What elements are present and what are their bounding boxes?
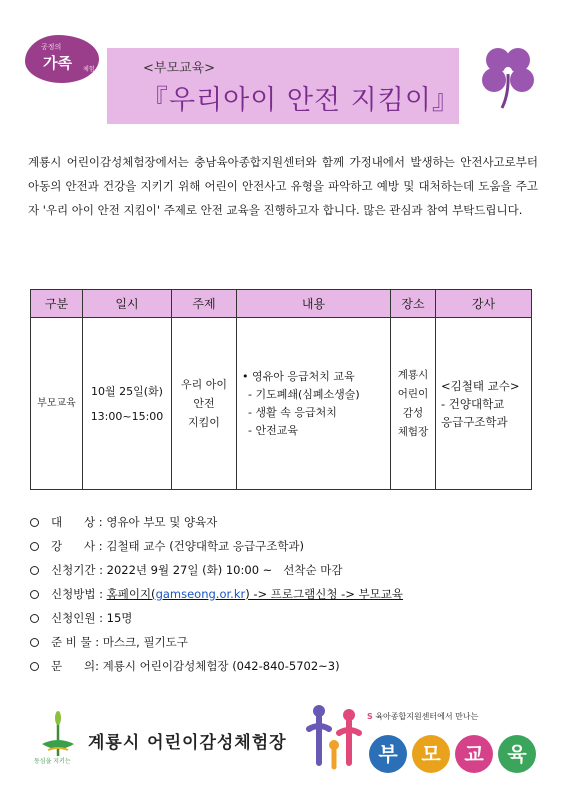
- circle-bullet-icon: [30, 662, 39, 671]
- info-period: 신청기간 : 2022년 9월 27일 (화) 10:00 ~ 선착순 마감: [51, 563, 343, 577]
- header-datetime: 일시: [83, 290, 172, 318]
- place-line-4: 체험장: [397, 425, 429, 438]
- char-circle: 교: [455, 735, 493, 773]
- center-logo: [30, 700, 290, 770]
- list-item: [30, 538, 403, 562]
- list-item: [30, 586, 403, 610]
- method-path-text: ) -> 프로그램신청 -> 부모교육: [245, 587, 403, 601]
- parent-education-word: [369, 735, 536, 773]
- circle-bullet-icon: [30, 638, 39, 647]
- content-title: • 영유아 응급처치 교육: [242, 369, 355, 383]
- char-circle: 육: [498, 735, 536, 773]
- center-name: 계룡시 어린이감성체험장: [88, 733, 287, 753]
- header-lecturer: 강사: [436, 290, 532, 318]
- circle-bullet-icon: [30, 590, 39, 599]
- header-topic: 주제: [172, 290, 237, 318]
- place-line-3: 감성: [402, 406, 424, 419]
- content-item: - 기도폐쇄(심폐소생술): [248, 387, 360, 401]
- time-text: 13:00~15:00: [90, 409, 164, 423]
- cell-category: [31, 318, 83, 490]
- logo-small-text: 공정의: [41, 43, 62, 51]
- page-title: 『우리아이 안전 지킴이』: [141, 85, 460, 116]
- circle-bullet-icon: [30, 518, 39, 527]
- table-header-row: [31, 290, 532, 318]
- place-line-1: 계룡시: [397, 368, 429, 381]
- page-subtitle: <부모교육>: [143, 61, 216, 76]
- topic-line-3: 지킴이: [188, 416, 220, 429]
- cell-datetime: [83, 318, 172, 490]
- cell-content: [237, 318, 391, 490]
- clover-icon: [476, 42, 540, 112]
- lecturer-name: <김철태 교수>: [441, 378, 520, 393]
- website-url: gamseong.or.kr: [155, 587, 246, 601]
- schedule-table: [30, 289, 532, 490]
- list-item: [30, 634, 403, 658]
- list-item: [30, 562, 403, 586]
- header-place: 장소: [391, 290, 436, 318]
- info-method-label: 신청방법 :: [51, 587, 107, 601]
- list-item: [30, 514, 403, 538]
- center-tagline: 동심을 지키는: [34, 758, 71, 765]
- topic-line-2: 안전: [193, 397, 215, 410]
- header-content: 내용: [237, 290, 391, 318]
- header-category: 구분: [31, 290, 83, 318]
- date-text: 10월 25일(화): [91, 384, 163, 398]
- char-circle: 모: [412, 735, 450, 773]
- content-item: - 안전교육: [248, 423, 298, 437]
- badge-caption: [367, 711, 478, 722]
- place-line-2: 어린이: [397, 387, 429, 400]
- title-box: [107, 48, 459, 124]
- homepage-link[interactable]: [107, 587, 403, 601]
- cell-place: [391, 318, 436, 490]
- info-list: [30, 514, 403, 682]
- table-row: [31, 318, 532, 490]
- caption-text: 육아종합지원센터에서 만나는: [375, 712, 479, 721]
- circle-bullet-icon: [30, 566, 39, 575]
- intro-paragraph: 계룡시 어린이감성체험장에서는 충남육아종합지원센터와 함께 가정내에서 발생하는 안전사고로부터 아동의 안전과 건강을 지키기 위해 어린이 안전사고 유형을 파악하고 예방 및 대처하는데 도움을 주고자 '우리 아이 안전 지킴이' 주제로 안전 교육을 진행하고자 합니다. 많은 관심과 참여 부탁드립니다.: [28, 155, 538, 217]
- circle-bullet-icon: [30, 542, 39, 551]
- lecturer-affiliation: - 건양대학교: [441, 396, 505, 411]
- parent-education-badge: [305, 695, 541, 775]
- list-item: [30, 610, 403, 634]
- info-speaker: 강 사 : 김철태 교수 (건양대학교 응급구조학과): [51, 539, 305, 553]
- family-logo: [25, 35, 103, 85]
- cell-topic: [172, 318, 237, 490]
- family-figures-icon: [305, 703, 367, 771]
- info-capacity: 신청인원 : 15명: [51, 611, 133, 625]
- category-text: 부모교육: [37, 398, 76, 409]
- info-target: 대 상 : 영유아 부모 및 양육자: [51, 515, 218, 529]
- cell-lecturer: [436, 318, 532, 490]
- sprout-icon: [38, 708, 78, 758]
- caption-prefix: S: [367, 712, 373, 721]
- lecturer-department: 응급구조학과: [441, 414, 508, 429]
- circle-bullet-icon: [30, 614, 39, 623]
- content-item: - 생활 속 응급처치: [248, 405, 337, 419]
- info-supplies: 준 비 물 : 마스크, 필기도구: [51, 635, 188, 649]
- topic-line-1: 우리 아이: [180, 378, 227, 391]
- logo-tiny-text: 체험: [83, 66, 95, 73]
- method-home-text: 홈페이지(: [106, 587, 156, 601]
- char-circle: 부: [369, 735, 407, 773]
- list-item: [30, 658, 403, 682]
- info-contact: 문 의: 계룡시 어린이감성체험장 (042-840-5702~3): [51, 659, 340, 673]
- logo-big-text: 가족: [43, 54, 72, 72]
